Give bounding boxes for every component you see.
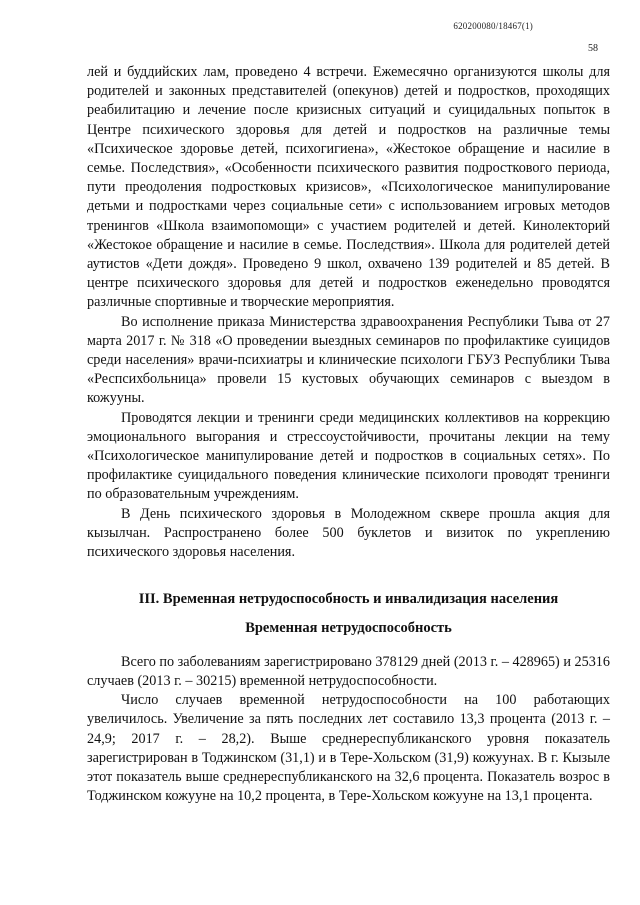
paragraph-mental-health-day: В День психического здоровья в Молодежном сквере прошла акция для кызылчан. Распространено более 500 буклетов и визиток по укреплению психического здоровья населения. — [87, 505, 610, 561]
paragraph-registered-days: Всего по заболеваниям зарегистрировано 378129 дней (2013 г. – 428965) и 25316 случаев (2013 г. – 30215) временной нетрудоспособности. — [87, 653, 610, 689]
paragraph-seminars: Во исполнение приказа Министерства здравоохранения Республики Тыва от 27 марта 2017 г. № 318 «О проведении выездных семинаров по профилактике суицидов среди населения» врачи-психиатры и клинические психологи ГБУЗ Республики Тыва «Респсихбольница» провели 15 кустовых обучающих семинаров с выездом в кожууны. — [87, 313, 610, 407]
document-id: 620200080/18467(1) — [453, 21, 533, 31]
section-heading: III. Временная нетрудоспособность и инвалидизация населения — [138, 591, 559, 608]
document-body — [87, 63, 610, 806]
page-number: 58 — [588, 43, 598, 54]
paragraph-cases-increase: Число случаев временной нетрудоспособности на 100 работающих увеличилось. Увеличение за пять последних лет составило 13,3 процента (2013 г. – 24,9; 2017 г. – 28,2). Выше среднереспубликанского уровня показатель зарегистрирован в Тоджинском (31,1) и в Тере-Хольском (31,9) кожуунах. В г. Кызыле этот показатель выше среднереспубликанского на 32,6 процента. Показатель возрос в Тоджинском кожууне на 10,2 процента, в Тере-Хольском кожууне на 13,1 процента. — [87, 692, 610, 805]
paragraph-lectures: Проводятся лекции и тренинги среди медицинских коллективов на коррекцию эмоционального выгорания и стрессоустойчивости, прочитаны лекции на тему «Психологическое манипулирование детей и подростков в социальных сетях». По профилактике суицидального поведения клинические психологи проводят тренинги по образовательным учреждениям. — [87, 409, 610, 503]
paragraph-continuation: лей и буддийских лам, проведено 4 встречи. Ежемесячно организуются школы для родителей и законных представителей (опекунов) детей и подростков, проходящих реабилитацию и лечение после кризисных ситуаций и суицидальных попыток в Центре психического здоровья для детей и подростков на различные темы «Психическое здоровье детей, психогигиена», «Жестокое обращение и насилие в семье. Последствия», «Особенности психического развития подросткового периода, пути преодоления подростковых кризисов», «Психологическое манипулирование детьми и подростками через социальные сети» с использованием игровых методов тренингов «Школа взаимопомощи» с участием родителей и детей. Кинолекторий «Жестокое обращение и насилие в семье. Последствия». Школа для родителей детей аутистов «Дети дождя». Проведено 9 школ, охвачено 139 родителей и 85 детей. В центре психического здоровья для детей и подростков еженедельно проводятся различные спортивные и творческие мероприятия. — [87, 64, 610, 311]
sub-heading: Временная нетрудоспособность — [245, 620, 452, 637]
